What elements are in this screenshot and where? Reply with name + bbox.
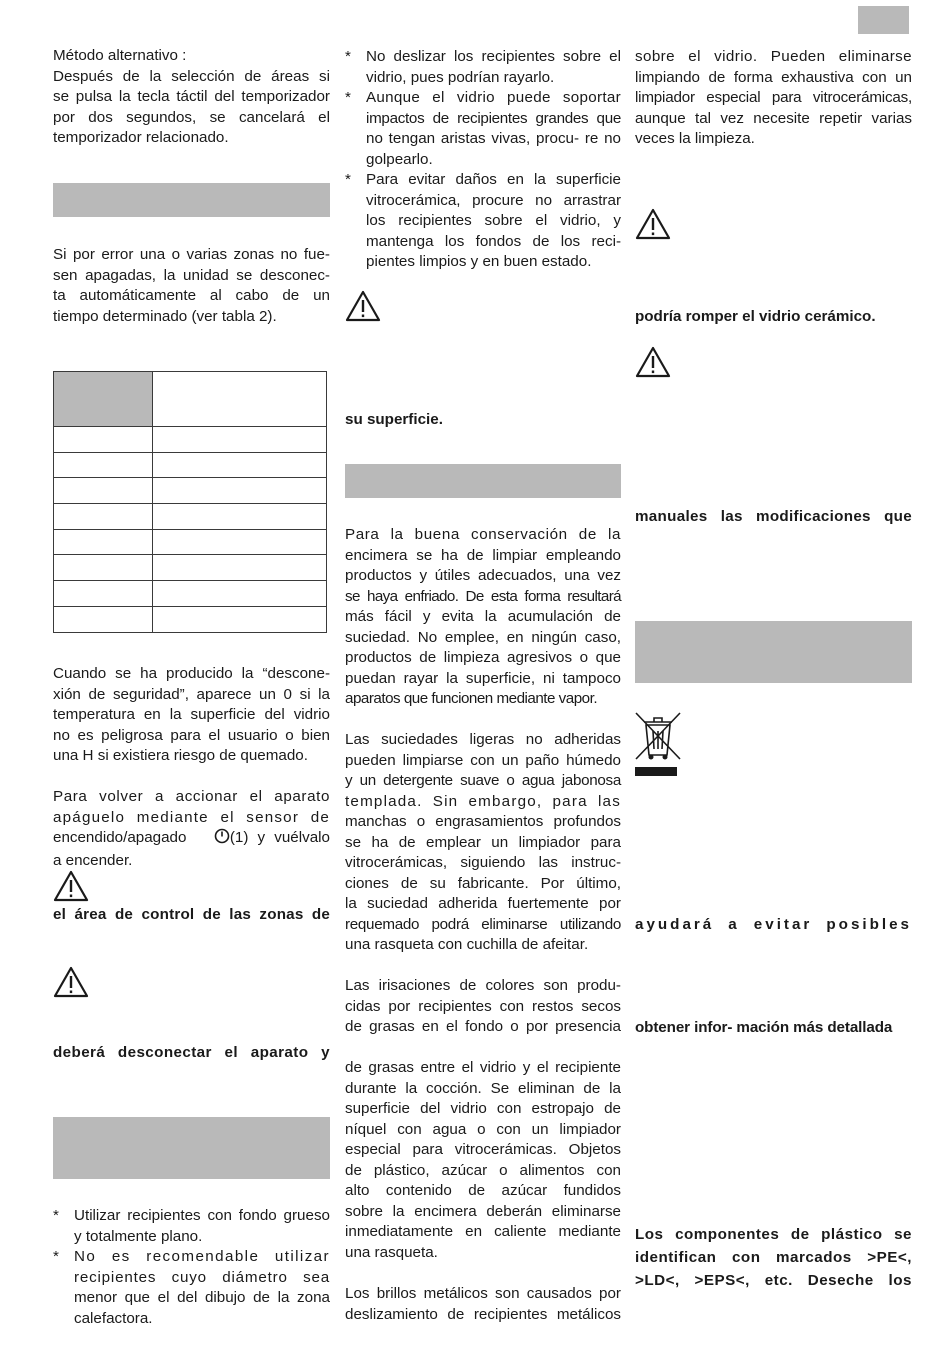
text-line: una rasqueta. bbox=[345, 1243, 438, 1261]
text-line: No es recomendable utilizar bbox=[74, 1248, 330, 1265]
light-dirt-paragraph bbox=[345, 730, 621, 956]
text-line: recipientes cuyo diámetro sea bbox=[74, 1268, 330, 1286]
text-line: se ha de emplear un limpiador para bbox=[345, 833, 621, 851]
text-line: vitrocerámicas, siguiendo las instruc- bbox=[345, 854, 621, 871]
table-cell bbox=[153, 478, 327, 504]
table-cell bbox=[54, 427, 153, 453]
text-line: limpiando de forma exhaustiva con un bbox=[635, 68, 912, 86]
table-row bbox=[54, 581, 327, 607]
text-line: ciones de su fabricante. Por último, bbox=[345, 874, 621, 892]
text-line: temporizador relacionado. bbox=[53, 129, 229, 146]
text-line: más fácil y evita la acumulación de bbox=[345, 608, 621, 625]
text-line: una rasqueta con cuchilla de afeitar. bbox=[345, 936, 589, 953]
text-line: especial para vitrocerámicas. Objetos bbox=[345, 1141, 621, 1158]
table-cell bbox=[153, 372, 327, 427]
text-line: tiempo determinado (ver tabla 2). bbox=[53, 307, 277, 325]
auto-off-paragraph bbox=[53, 245, 330, 327]
table-row bbox=[54, 504, 327, 530]
bullet-asterisk: * bbox=[345, 171, 351, 188]
text-line: apáguelo mediante el sensor de bbox=[53, 808, 330, 826]
cleaning-paragraph bbox=[345, 525, 621, 710]
text-line: y totalmente plano. bbox=[74, 1227, 203, 1245]
recycle-text: obtener infor- mación más detallada bbox=[635, 1019, 893, 1036]
restart-paragraph bbox=[53, 787, 330, 871]
text-line: una H si existiera riesgo de quemado. bbox=[53, 747, 308, 764]
power-icon bbox=[214, 828, 230, 851]
text-line: sobre el vidrio. Pueden eliminarse bbox=[635, 48, 912, 65]
text-line: inmediatamente en caliente mediante bbox=[345, 1223, 621, 1240]
warning-text: podría romper el vidrio cerámico. bbox=[635, 308, 876, 325]
text-line bbox=[53, 828, 330, 851]
text-line: níquel con agua o con un limpiador bbox=[345, 1120, 621, 1138]
warning-text: deberá desconectar el aparato y bbox=[53, 1044, 330, 1061]
text-line: menor que el del dibujo de la zona bbox=[74, 1289, 330, 1306]
section-header-bar bbox=[53, 1117, 330, 1179]
text-line: calefactora. bbox=[74, 1309, 153, 1327]
table-cell bbox=[153, 581, 327, 607]
text-line: identifican con marcados >PE<, bbox=[635, 1249, 912, 1266]
text-line: encimera se ha de limpiar empleando bbox=[345, 546, 621, 564]
text-line: no es peligrosa para el usuario o bien bbox=[53, 726, 330, 744]
text-line: vitrocerámica, procure no arrastrar bbox=[366, 191, 621, 209]
text-line: pientes limpios y en buen estado. bbox=[366, 253, 592, 270]
table-row bbox=[54, 452, 327, 478]
text-line: sen apagadas, la unidad se desconec- bbox=[53, 266, 330, 284]
text-line: durante la cocción. Se eliminan de la bbox=[345, 1079, 621, 1097]
table-cell bbox=[153, 529, 327, 555]
table-cell bbox=[54, 372, 153, 427]
text-line: ta automáticamente al cabo de un bbox=[53, 287, 330, 304]
list-item bbox=[53, 1206, 330, 1247]
table-cell bbox=[54, 581, 153, 607]
text-line: Las irisaciones de colores son produ- bbox=[345, 977, 621, 994]
continuation-paragraph bbox=[635, 47, 912, 150]
text-line: manchas o engrasamientos profundos bbox=[345, 813, 621, 830]
text-line: alto contenido de azúcar fundidos bbox=[345, 1182, 621, 1199]
text-line: mantenga los fondos de los reci- bbox=[366, 232, 621, 250]
text-line: por dos segundos, se cancelará el bbox=[53, 108, 330, 126]
table-row bbox=[54, 478, 327, 504]
text-line: Las suciedades ligeras no adheridas bbox=[345, 731, 621, 748]
text-line: la suciedad adherida fuertemente por bbox=[345, 895, 621, 912]
recycle-text: ayudará a evitar posibles bbox=[635, 916, 912, 933]
table-cell bbox=[54, 606, 153, 632]
text-line: aparatos que funcionen mediante vapor. bbox=[345, 690, 598, 707]
table-cell bbox=[54, 555, 153, 581]
table-cell bbox=[54, 529, 153, 555]
text-line: aunque tal vez necesite repetir varias bbox=[635, 109, 912, 127]
warning-text: su superficie. bbox=[345, 411, 443, 428]
text-line: Para la buena conservación de la bbox=[345, 526, 621, 543]
section-header-bar bbox=[53, 183, 330, 217]
text-line: templada. Sin embargo, para las bbox=[345, 792, 621, 810]
metallic-paragraph bbox=[345, 1284, 621, 1325]
text-line: cidas por recipientes con restos secos bbox=[345, 997, 621, 1015]
table-cell bbox=[153, 504, 327, 530]
bullet-asterisk: * bbox=[345, 89, 351, 106]
bullet-asterisk: * bbox=[53, 1207, 59, 1224]
text-line: Después de la selección de áreas si bbox=[53, 67, 330, 85]
alt-method-title: Método alternativo : bbox=[53, 47, 187, 64]
text-line: puedan rayar la superficie, ni tampoco bbox=[345, 669, 621, 687]
text-line: superficie del vidrio con estropajo de bbox=[345, 1100, 621, 1117]
table-cell bbox=[54, 504, 153, 530]
warning-icon bbox=[345, 290, 381, 324]
text-line: los recipientes sobre el vidrio, y bbox=[366, 212, 621, 229]
table-cell bbox=[153, 555, 327, 581]
bullet-asterisk: * bbox=[345, 48, 351, 65]
table-cell bbox=[54, 452, 153, 478]
text-fragment: (1) y vuélvalo bbox=[229, 829, 330, 846]
text-line: de plástico, azúcar o alimentos con bbox=[345, 1161, 621, 1179]
text-line: a encender. bbox=[53, 851, 133, 869]
iridescence-paragraph bbox=[345, 976, 621, 1038]
list-item bbox=[345, 170, 621, 273]
table-cell bbox=[153, 452, 327, 478]
text-line: productos y útiles adecuados, una vez bbox=[345, 567, 621, 584]
text-line: Los componentes de plástico se bbox=[635, 1226, 912, 1243]
table-row bbox=[54, 427, 327, 453]
text-line: deslizamiento de recipientes metálicos bbox=[345, 1305, 621, 1323]
table-row bbox=[54, 529, 327, 555]
table-cell bbox=[54, 478, 153, 504]
table-row bbox=[54, 555, 327, 581]
table-row bbox=[54, 606, 327, 632]
text-line: se haya enfriado. De esta forma resultará bbox=[345, 587, 621, 605]
warning-icon bbox=[635, 346, 671, 380]
warning-icon bbox=[635, 208, 671, 242]
plastic-paragraph bbox=[635, 1223, 912, 1292]
list-item bbox=[53, 1247, 330, 1329]
warning-text: el área de control de las zonas de bbox=[53, 906, 330, 923]
bullet-list bbox=[345, 47, 621, 273]
table-2 bbox=[53, 371, 327, 633]
list-item bbox=[345, 47, 621, 88]
text-line: impactos de recipientes grandes que bbox=[366, 109, 621, 127]
list-item bbox=[345, 88, 621, 170]
text-line: de grasas entre el vidrio y el recipiente bbox=[345, 1059, 621, 1076]
bullet-list bbox=[53, 1206, 330, 1329]
text-line: limpiador especial para vitrocerámicas, bbox=[635, 89, 912, 106]
page-corner-tab bbox=[858, 6, 909, 34]
text-line: y un detergente suave o agua jabonosa bbox=[345, 772, 621, 789]
text-line: Los brillos metálicos son causados por bbox=[345, 1285, 621, 1302]
text-line: veces la limpieza. bbox=[635, 130, 755, 147]
bullet-asterisk: * bbox=[53, 1248, 59, 1265]
text-line: requemado podrá eliminarse utilizando bbox=[345, 915, 621, 933]
text-line: Aunque el vidrio puede soportar bbox=[366, 89, 621, 106]
alt-method-block bbox=[53, 46, 330, 149]
text-line: de grasas en el fondo o por presencia bbox=[345, 1018, 621, 1035]
text-line: sobre la encimera deberán eliminarse bbox=[345, 1202, 621, 1220]
table-header-row bbox=[54, 372, 327, 427]
table-cell bbox=[153, 606, 327, 632]
text-line: no tengan aristas vivas, procu- re no bbox=[366, 130, 621, 147]
weee-bin-icon bbox=[634, 711, 682, 777]
grease-paragraph bbox=[345, 1058, 621, 1263]
safety-disconnect-paragraph bbox=[53, 664, 330, 767]
text-line: xión de seguridad”, aparece un 0 si la bbox=[53, 685, 330, 703]
text-line: suciedad. No emplee, en ningún caso, bbox=[345, 628, 621, 646]
section-header-bar bbox=[345, 464, 621, 498]
text-line: pueden limpiarse con un paño húmedo bbox=[345, 751, 621, 769]
text-line: Para volver a accionar el aparato bbox=[53, 788, 330, 805]
text-line: Utilizar recipientes con fondo grueso bbox=[74, 1207, 330, 1224]
text-line: temperatura en la superficie del vidrio bbox=[53, 706, 330, 723]
text-line: Si por error una o varias zonas no fue- bbox=[53, 246, 330, 263]
table-cell bbox=[153, 427, 327, 453]
text-line: productos de limpieza agresivos o que bbox=[345, 649, 621, 666]
text-fragment: encendido/apagado bbox=[53, 829, 187, 846]
text-line: Para evitar daños en la superficie bbox=[366, 171, 621, 188]
text-line: Cuando se ha producido la “descone- bbox=[53, 665, 330, 682]
section-header-bar bbox=[635, 621, 912, 683]
text-line: golpearlo. bbox=[366, 150, 433, 168]
warning-text: manuales las modificaciones que bbox=[635, 508, 912, 525]
text-line: vidrio, pues podrían rayarlo. bbox=[366, 68, 555, 86]
warning-icon bbox=[53, 870, 89, 904]
warning-icon bbox=[53, 966, 89, 1000]
text-line: No deslizar los recipientes sobre el bbox=[366, 48, 621, 65]
text-line: se pulsa la tecla táctil del temporizador bbox=[53, 88, 330, 105]
text-line: >LD<, >EPS<, etc. Deseche los bbox=[635, 1272, 912, 1289]
